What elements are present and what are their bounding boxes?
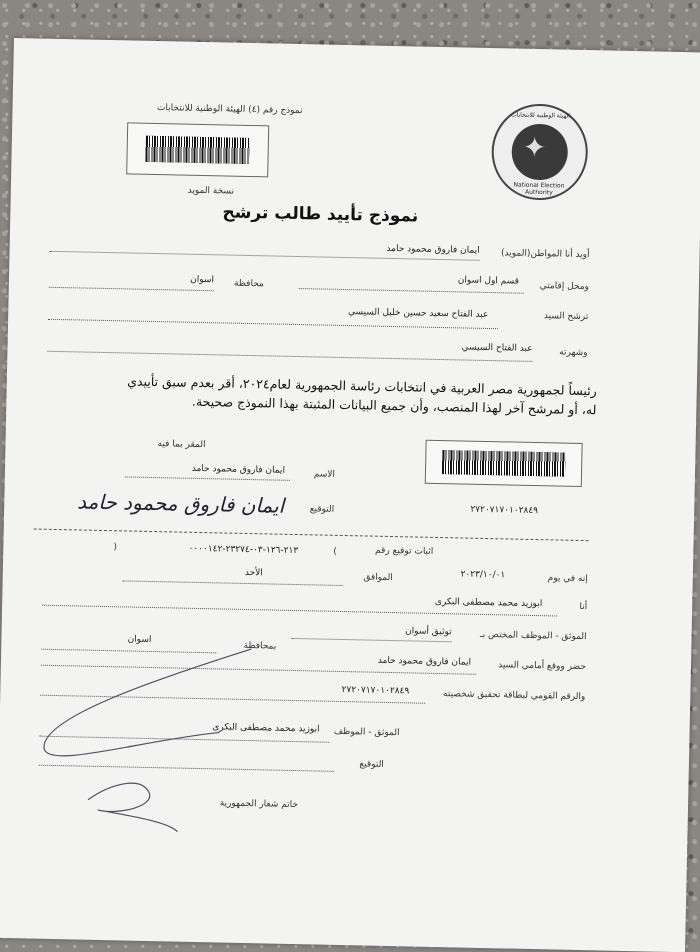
paren-close: ) xyxy=(113,542,117,553)
logo-text-ar: الهيئة الوطنية للانتخابات xyxy=(510,111,570,120)
notary-label: الموثق - الموظف xyxy=(333,726,400,739)
governorate-label: محافظة xyxy=(233,278,265,290)
paren-open: ( xyxy=(333,546,337,557)
form-number: نموذج رقم (٤) الهيئة الوطنية للانتخابات xyxy=(156,103,303,117)
weekday-value: الأحد xyxy=(244,567,263,579)
proof-number: ٢١٣-١٢٦-٠٣-٢٣٢٧٤-٠٠٠٠١٤٢ xyxy=(188,543,299,557)
form-title: نموذج تأييد طالب ترشح xyxy=(222,202,419,227)
declarant-signature: ايمان فاروق محمود حامد xyxy=(76,489,285,518)
citizen-value: ايمان فاروق محمود حامد xyxy=(386,243,480,256)
eagle-icon: ✦ xyxy=(522,130,547,165)
office-value: توثيق أسوان xyxy=(405,626,452,638)
declarant-national-id: ٢٧٢٠٧١٧٠١٠٢٨٤٩ xyxy=(470,504,539,517)
nominee-value: عبد الفتاح سعيد حسين خليل السيسي xyxy=(347,307,489,320)
attended-label: حضر ووقع أمامي السيد xyxy=(498,660,587,673)
pen-stroke xyxy=(87,782,178,831)
declaration-line-1: رئيساً لجمهورية مصر العربية في انتخابات رئاسة الجمهورية لعام٢٠٢٤، أقر بعدم سبق تأييدي xyxy=(127,373,597,399)
id-value: ٢٧٢٠٧١٧٠١٠٢٨٤٩ xyxy=(341,685,410,697)
form-paper xyxy=(0,38,700,952)
pen-strokes xyxy=(0,38,700,952)
corresponding-label: الموافق xyxy=(363,572,393,584)
officer-label: الموثق - الموظف المختص بـ xyxy=(479,629,587,643)
officer-name: ابوزيد محمد مصطفى البكرى xyxy=(434,596,543,610)
residence-label: ومحل إقامتي xyxy=(539,281,590,293)
seal-label: خاتم شعار الجمهورية xyxy=(219,798,299,811)
declarant-heading: المقر بما فيه xyxy=(157,439,206,451)
proof-label: اثبات توقيع رقم xyxy=(374,545,434,557)
name-label: الاسم xyxy=(313,469,336,480)
name-value: ايمان فاروق محمود حامد xyxy=(191,463,286,476)
gov-label: بمحافظة xyxy=(243,640,277,652)
gov-value: اسوان xyxy=(127,634,152,646)
me-label: أنا xyxy=(579,601,588,613)
pen-stroke xyxy=(44,645,251,760)
copy-label: نسخة المويد xyxy=(187,185,235,197)
fame-value: عبد الفتاح السيسي xyxy=(461,342,533,354)
citizen-label: أويد أنا المواطن(المويد) xyxy=(500,248,590,261)
residence-value: قسم اول اسوان xyxy=(457,275,520,287)
signature-label: التوقيع xyxy=(309,504,335,515)
day-label: إنه في يوم xyxy=(547,573,588,585)
declaration-line-2: له، أو لمرشح آخر لهذا المنصب، وأن جميع البيانات المثبتة بهذا النموذج صحيحة. xyxy=(191,393,597,418)
governorate-value: اسوان xyxy=(190,274,215,286)
notary-value: ابوزيد محمد مصطفى البكرى xyxy=(212,722,320,735)
logo-text-en: National Election Authority xyxy=(513,181,565,197)
fame-label: وشهرته xyxy=(559,347,588,359)
nominee-label: ترشح السيد xyxy=(543,311,589,323)
attended-value: ايمان فاروق محمود حامد xyxy=(377,655,472,668)
date-value: ٢٠٢٣/١٠/٠١ xyxy=(460,569,506,581)
sign-label: التوقيع xyxy=(359,759,384,770)
id-label: والرقم القومي لبطاقة تحقيق شخصيته xyxy=(442,689,586,703)
